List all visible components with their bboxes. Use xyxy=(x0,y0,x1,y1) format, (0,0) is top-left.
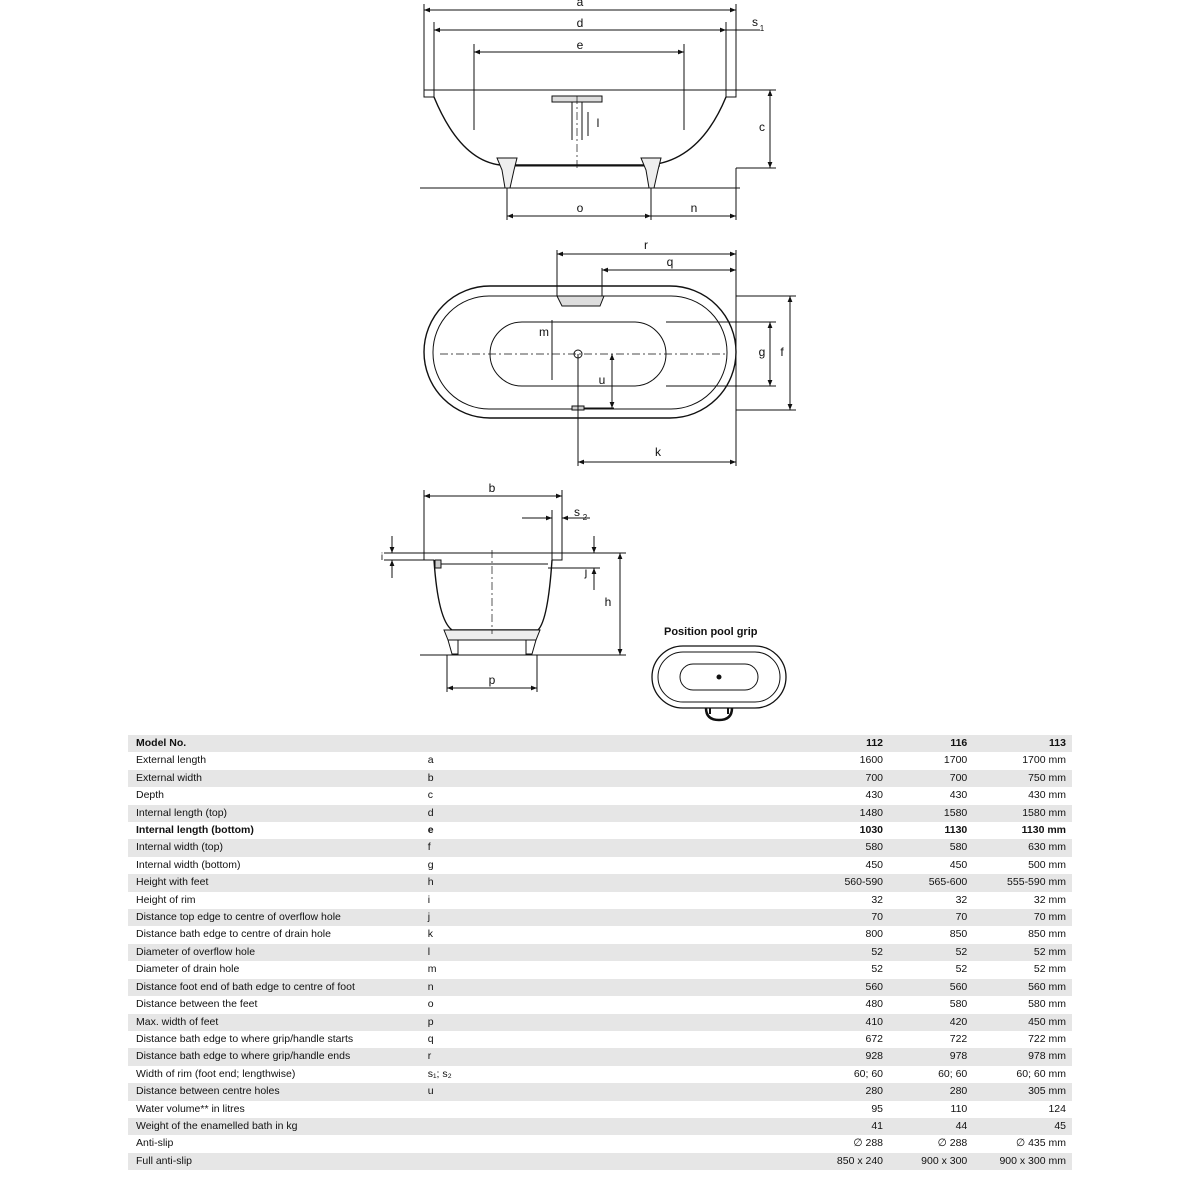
row-value-116: 565-600 xyxy=(889,874,973,891)
row-value-112: 430 xyxy=(805,787,889,804)
row-label: Height with feet xyxy=(128,874,420,891)
row-label: Distance foot end of bath edge to centre of foot xyxy=(128,979,420,996)
row-value-112: 410 xyxy=(805,1014,889,1031)
row-value-116: 700 xyxy=(889,770,973,787)
header-model-112: 112 xyxy=(805,735,889,752)
row-value-116: 450 xyxy=(889,857,973,874)
header-model-116: 116 xyxy=(889,735,973,752)
table-header-row xyxy=(128,735,1072,752)
row-symbol: j xyxy=(420,909,805,926)
row-label: Anti-slip xyxy=(128,1135,420,1152)
row-value-113: 630 mm xyxy=(973,839,1072,856)
row-symbol: i xyxy=(420,892,805,909)
row-value-112: 672 xyxy=(805,1031,889,1048)
table-row xyxy=(128,996,1072,1013)
row-value-113: 750 mm xyxy=(973,770,1072,787)
row-symbol: u xyxy=(420,1083,805,1100)
row-value-112: 95 xyxy=(805,1101,889,1118)
row-value-112: 560-590 xyxy=(805,874,889,891)
row-label: Width of rim (foot end; lengthwise) xyxy=(128,1066,420,1083)
top-view-labels xyxy=(539,238,784,459)
row-value-116: 560 xyxy=(889,979,973,996)
row-value-113: 1580 mm xyxy=(973,805,1072,822)
table-row xyxy=(128,1153,1072,1170)
side-view-labels xyxy=(577,0,765,215)
dim-label-m: m xyxy=(539,325,549,339)
row-symbol: q xyxy=(420,1031,805,1048)
row-value-113: 32 mm xyxy=(973,892,1072,909)
row-symbol: d xyxy=(420,805,805,822)
dim-label-h: h xyxy=(604,595,612,609)
table-row xyxy=(128,892,1072,909)
row-value-112: 560 xyxy=(805,979,889,996)
row-value-113: 430 mm xyxy=(973,787,1072,804)
row-value-112: 1480 xyxy=(805,805,889,822)
row-value-112: 52 xyxy=(805,961,889,978)
row-symbol: c xyxy=(420,787,805,804)
row-label: Internal width (bottom) xyxy=(128,857,420,874)
side-view xyxy=(420,4,776,220)
row-label: Distance bath edge to centre of drain hole xyxy=(128,926,420,943)
row-value-116: 44 xyxy=(889,1118,973,1135)
row-label: Weight of the enamelled bath in kg xyxy=(128,1118,420,1135)
row-value-113: 305 mm xyxy=(973,1083,1072,1100)
row-value-113: 900 x 300 mm xyxy=(973,1153,1072,1170)
dim-label-k: k xyxy=(655,445,661,459)
header-symbol xyxy=(420,735,805,752)
row-label: Max. width of feet xyxy=(128,1014,420,1031)
row-value-112: 928 xyxy=(805,1048,889,1065)
row-symbol: s₁; s₂ xyxy=(420,1066,805,1083)
row-value-113: 1700 mm xyxy=(973,752,1072,769)
row-value-116: 52 xyxy=(889,944,973,961)
row-value-112: 70 xyxy=(805,909,889,926)
dim-label-o: o xyxy=(576,201,584,215)
table-row xyxy=(128,839,1072,856)
dim-label-b: b xyxy=(488,481,496,495)
row-value-116: 430 xyxy=(889,787,973,804)
row-value-112: 580 xyxy=(805,839,889,856)
row-value-112: 52 xyxy=(805,944,889,961)
table-row xyxy=(128,1031,1072,1048)
row-value-116: 70 xyxy=(889,909,973,926)
dim-label-d: d xyxy=(576,16,584,30)
row-value-113: 124 xyxy=(973,1101,1072,1118)
table-row xyxy=(128,1066,1072,1083)
row-value-113: 450 mm xyxy=(973,1014,1072,1031)
row-value-116: 1580 xyxy=(889,805,973,822)
header-label: Model No. xyxy=(128,735,420,752)
row-label: Internal length (top) xyxy=(128,805,420,822)
row-symbol: m xyxy=(420,961,805,978)
row-value-112: 1030 xyxy=(805,822,889,839)
row-value-116: 1700 xyxy=(889,752,973,769)
row-label: Water volume** in litres xyxy=(128,1101,420,1118)
row-symbol: k xyxy=(420,926,805,943)
row-value-113: ∅ 435 mm xyxy=(973,1135,1072,1152)
dim-label-p: p xyxy=(488,673,496,687)
row-value-113: 60; 60 mm xyxy=(973,1066,1072,1083)
row-symbol: f xyxy=(420,839,805,856)
row-value-113: 850 mm xyxy=(973,926,1072,943)
table-row xyxy=(128,961,1072,978)
dim-label-i: i xyxy=(380,552,384,563)
table-row xyxy=(128,874,1072,891)
row-symbol: n xyxy=(420,979,805,996)
dim-label-q: q xyxy=(666,255,674,269)
row-value-113: 555-590 mm xyxy=(973,874,1072,891)
row-symbol: r xyxy=(420,1048,805,1065)
table-row xyxy=(128,787,1072,804)
dim-label-s2-sub: 2 xyxy=(582,513,588,522)
table-row xyxy=(128,770,1072,787)
dim-label-e: e xyxy=(576,38,584,52)
table-row xyxy=(128,1048,1072,1065)
table-row xyxy=(128,1014,1072,1031)
row-value-113: 500 mm xyxy=(973,857,1072,874)
row-label: Diameter of overflow hole xyxy=(128,944,420,961)
row-symbol xyxy=(420,1118,805,1135)
row-value-112: 60; 60 xyxy=(805,1066,889,1083)
table-row xyxy=(128,822,1072,839)
row-value-112: 41 xyxy=(805,1118,889,1135)
table-row xyxy=(128,1135,1072,1152)
row-value-113: 52 mm xyxy=(973,944,1072,961)
table-row xyxy=(128,1101,1072,1118)
row-symbol: p xyxy=(420,1014,805,1031)
row-label: Distance top edge to centre of overflow hole xyxy=(128,909,420,926)
row-value-113: 560 mm xyxy=(973,979,1072,996)
row-label: Distance bath edge to where grip/handle starts xyxy=(128,1031,420,1048)
row-value-113: 45 xyxy=(973,1118,1072,1135)
table-row xyxy=(128,857,1072,874)
row-symbol xyxy=(420,1135,805,1152)
row-value-113: 70 mm xyxy=(973,909,1072,926)
row-symbol: o xyxy=(420,996,805,1013)
table-row xyxy=(128,1083,1072,1100)
row-symbol: l xyxy=(420,944,805,961)
specifications-table xyxy=(128,735,1072,1170)
row-value-113: 1130 mm xyxy=(973,822,1072,839)
row-value-116: 420 xyxy=(889,1014,973,1031)
dim-label-s: s xyxy=(752,15,758,29)
dim-label-l: l xyxy=(596,116,600,130)
row-value-116: 52 xyxy=(889,961,973,978)
dim-label-g: g xyxy=(758,345,766,359)
row-value-116: 280 xyxy=(889,1083,973,1100)
pool-grip-diagram xyxy=(652,646,786,720)
row-label: External length xyxy=(128,752,420,769)
row-value-116: 60; 60 xyxy=(889,1066,973,1083)
dim-label-r: r xyxy=(644,238,648,252)
row-value-112: 700 xyxy=(805,770,889,787)
row-symbol: e xyxy=(420,822,805,839)
pool-grip-title: Position pool grip xyxy=(664,626,758,638)
row-label: Distance bath edge to where grip/handle ends xyxy=(128,1048,420,1065)
row-label: Distance between the feet xyxy=(128,996,420,1013)
row-symbol xyxy=(420,1101,805,1118)
row-value-113: 978 mm xyxy=(973,1048,1072,1065)
row-value-116: 110 xyxy=(889,1101,973,1118)
row-value-116: 32 xyxy=(889,892,973,909)
row-value-112: 280 xyxy=(805,1083,889,1100)
dim-label-c: c xyxy=(759,120,765,134)
row-symbol: g xyxy=(420,857,805,874)
row-symbol: b xyxy=(420,770,805,787)
row-label: Internal length (bottom) xyxy=(128,822,420,839)
top-view xyxy=(424,250,796,466)
row-value-112: ∅ 288 xyxy=(805,1135,889,1152)
row-value-116: 900 x 300 xyxy=(889,1153,973,1170)
table-row xyxy=(128,1118,1072,1135)
row-label: Height of rim xyxy=(128,892,420,909)
row-value-116: 580 xyxy=(889,996,973,1013)
row-value-116: 580 xyxy=(889,839,973,856)
row-value-116: 850 xyxy=(889,926,973,943)
dim-label-n: n xyxy=(690,201,698,215)
row-value-113: 722 mm xyxy=(973,1031,1072,1048)
row-symbol: h xyxy=(420,874,805,891)
row-value-112: 1600 xyxy=(805,752,889,769)
row-symbol xyxy=(420,1153,805,1170)
dim-label-s2: s xyxy=(574,505,580,519)
table-row xyxy=(128,909,1072,926)
dim-label-s-sub: 1 xyxy=(759,24,765,33)
dim-label-u: u xyxy=(598,373,606,387)
row-value-112: 850 x 240 xyxy=(805,1153,889,1170)
row-symbol: a xyxy=(420,752,805,769)
row-value-112: 32 xyxy=(805,892,889,909)
row-label: Depth xyxy=(128,787,420,804)
row-value-116: 978 xyxy=(889,1048,973,1065)
table-row xyxy=(128,805,1072,822)
dim-label-a: a xyxy=(576,0,584,9)
row-label: Full anti-slip xyxy=(128,1153,420,1170)
row-value-112: 800 xyxy=(805,926,889,943)
dim-label-f: f xyxy=(780,345,784,359)
row-value-112: 480 xyxy=(805,996,889,1013)
row-label: Distance between centre holes xyxy=(128,1083,420,1100)
row-value-113: 580 mm xyxy=(973,996,1072,1013)
end-view xyxy=(384,490,626,692)
table-row xyxy=(128,979,1072,996)
row-value-116: 722 xyxy=(889,1031,973,1048)
row-label: Internal width (top) xyxy=(128,839,420,856)
row-value-112: 450 xyxy=(805,857,889,874)
row-label: External width xyxy=(128,770,420,787)
row-value-116: 1130 xyxy=(889,822,973,839)
row-value-116: ∅ 288 xyxy=(889,1135,973,1152)
table-row xyxy=(128,752,1072,769)
table-row xyxy=(128,944,1072,961)
end-view-labels xyxy=(381,481,611,687)
table-row xyxy=(128,926,1072,943)
dim-label-j: j xyxy=(584,565,588,579)
row-label: Diameter of drain hole xyxy=(128,961,420,978)
row-value-113: 52 mm xyxy=(973,961,1072,978)
header-model-113: 113 xyxy=(973,735,1072,752)
